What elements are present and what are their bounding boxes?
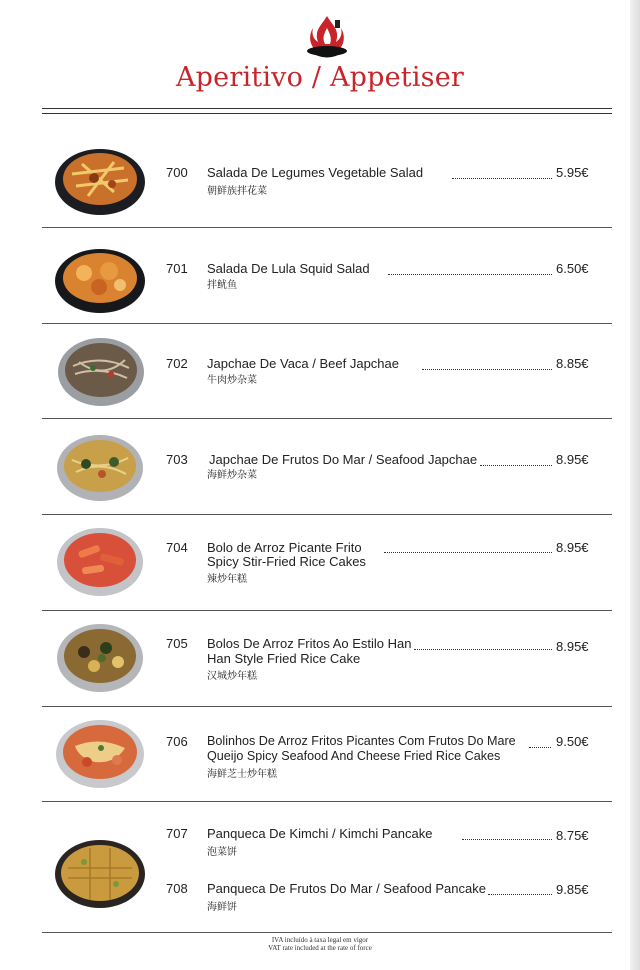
item-price: 8.75€ — [556, 828, 589, 843]
item-price: 5.95€ — [556, 165, 589, 180]
row-divider — [42, 418, 612, 419]
price-leader — [384, 552, 552, 553]
item-name-chinese: 泡菜饼 — [207, 847, 237, 858]
row-divider — [42, 323, 612, 324]
price-leader — [488, 894, 552, 895]
row-divider — [42, 227, 612, 228]
item-code: 701 — [166, 261, 188, 276]
item-name: Bolo de Arroz Picante Frito — [207, 540, 362, 555]
page-edge — [630, 0, 640, 970]
dish-photo-706 — [55, 718, 147, 790]
item-name: Panqueca De Kimchi / Kimchi Pancake — [207, 826, 433, 841]
row-divider — [42, 514, 612, 515]
item-name-chinese: 海鲜炒杂菜 — [207, 470, 257, 481]
row-divider — [42, 706, 612, 707]
item-code: 705 — [166, 636, 188, 651]
item-name-chinese: 拌鱿鱼 — [207, 280, 237, 291]
item-name-chinese: 汉城炒年糕 — [207, 671, 257, 682]
page-title: Aperitivo / Appetiser — [175, 62, 465, 93]
dish-photo-700 — [54, 144, 146, 216]
item-code: 707 — [166, 826, 188, 841]
item-code: 704 — [166, 540, 188, 555]
flame-bowl-logo — [304, 14, 350, 62]
item-price: 8.95€ — [556, 639, 589, 654]
item-name-chinese: 牛肉炒杂菜 — [207, 375, 257, 386]
dish-photo-703 — [56, 432, 148, 504]
item-code: 708 — [166, 881, 188, 896]
title-divider-top — [42, 108, 612, 109]
item-code: 702 — [166, 356, 188, 371]
price-leader — [462, 839, 552, 840]
price-leader — [388, 274, 552, 275]
price-leader — [414, 649, 552, 650]
item-name: Japchae De Vaca / Beef Japchae — [207, 356, 399, 371]
title-divider-bottom — [42, 113, 612, 114]
dish-photo-704 — [56, 526, 148, 598]
item-price: 6.50€ — [556, 261, 589, 276]
item-name-line2: Han Style Fried Rice Cake — [207, 651, 361, 666]
footer-divider — [42, 932, 612, 933]
item-price: 9.85€ — [556, 882, 589, 897]
item-name: Salada De Lula Squid Salad — [207, 261, 370, 276]
dish-photo-701 — [54, 243, 146, 315]
row-divider — [42, 801, 612, 802]
item-code: 703 — [166, 452, 188, 467]
item-price: 8.95€ — [556, 540, 589, 555]
price-leader — [452, 178, 552, 179]
price-leader — [529, 747, 551, 748]
footer-vat-pt: IVA incluído à taxa legal em vigor — [271, 936, 369, 944]
item-name: Panqueca De Frutos Do Mar / Seafood Pancake — [207, 881, 486, 896]
dish-photo-702 — [57, 336, 149, 408]
dish-photo-pancake — [54, 838, 146, 910]
row-divider — [42, 610, 612, 611]
item-name-chinese: 海鲜芝士炒年糕 — [207, 769, 277, 780]
item-name: Japchae De Frutos Do Mar / Seafood Japchae — [209, 452, 478, 467]
footer-vat-en: VAT rate included at the rate of force — [268, 944, 372, 952]
item-price: 9.50€ — [556, 734, 589, 749]
item-name-chinese: 朝鲜族拌花菜 — [207, 186, 267, 197]
price-leader — [480, 465, 552, 466]
item-name-line2: Spicy Stir-Fried Rice Cakes — [207, 554, 366, 569]
item-name: Salada De Legumes Vegetable Salad — [207, 165, 424, 180]
item-code: 706 — [166, 734, 188, 749]
item-name: Bolos De Arroz Fritos Ao Estilo Han — [207, 636, 412, 651]
item-price: 8.95€ — [556, 452, 589, 467]
item-code: 700 — [166, 165, 188, 180]
dish-photo-705 — [56, 622, 148, 694]
item-name: Bolinhos De Arroz Fritos Picantes Com Frutos Do Mare — [207, 734, 516, 748]
item-name-chinese: 辣炒年糕 — [207, 574, 247, 585]
item-name-chinese: 海鲜饼 — [207, 902, 237, 913]
item-price: 8.85€ — [556, 356, 589, 371]
item-name-line2: Queijo Spicy Seafood And Cheese Fried Rice Cakes — [207, 749, 501, 763]
price-leader — [422, 369, 552, 370]
